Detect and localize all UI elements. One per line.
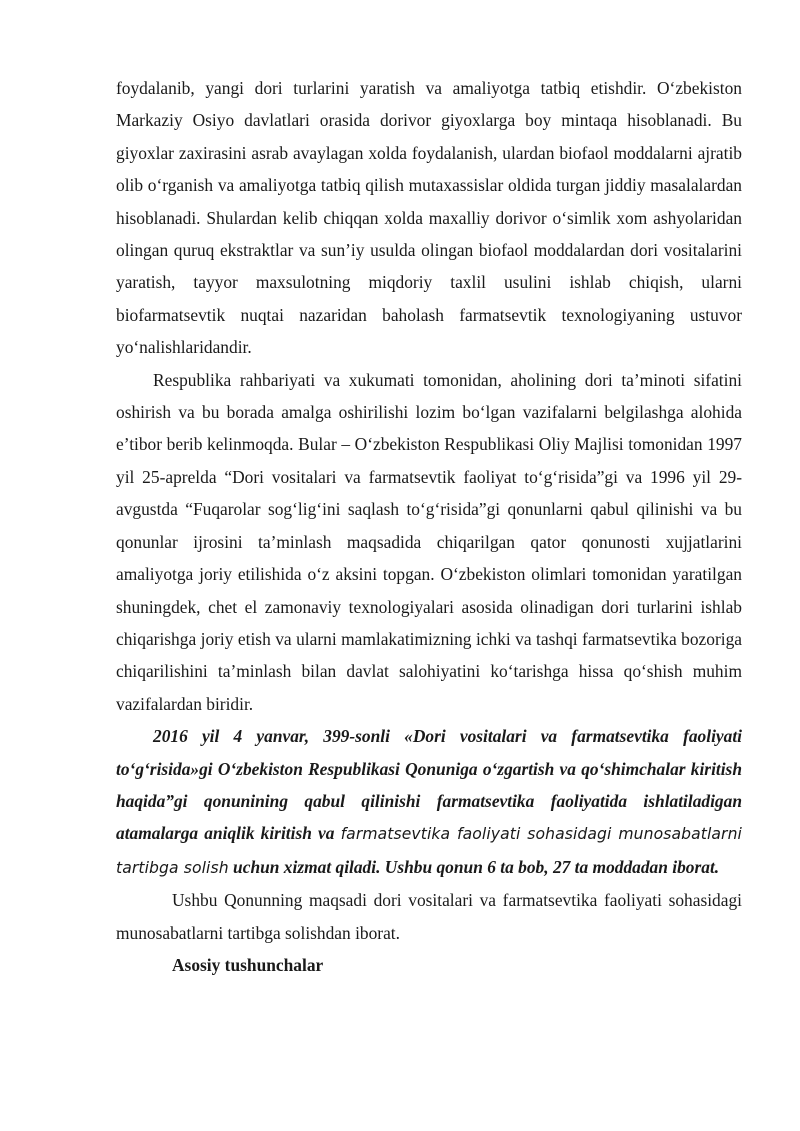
document-page: [116, 72, 742, 981]
paragraph-3-bold-italic-end: uchun xizmat qiladi. Ushbu qonun 6 ta bob, 27 ta moddadan iborat.: [233, 856, 720, 877]
paragraph-3: [116, 720, 742, 884]
section-heading: Asosiy tushunchalar: [172, 954, 324, 975]
paragraph-4: Ushbu Qonunning maqsadi dori vositalari va farmatsevtika faoliyati sohasidagi munosabatlarni tartibga solishdan iborat.: [116, 890, 742, 943]
paragraph-3-bold-italic: 2016 yil 4 yanvar, 399-sonli «Dori vositalari va farmatsevtika faoliyati to‘g‘risida»gi O‘zbekiston Respublikasi Qonuniga o‘zgartish va qo‘shimchalar kiritish haqida”gi qonunining qabul qilinishi farmatsevtika faoliyatida ishlatiladigan atamalarga aniqlik kiritish va: [116, 726, 742, 844]
paragraph-3-italic: farmatsevtika faoliyati sohasidagi munosabatlarni tartibga solish: [116, 825, 742, 877]
paragraph-1: foydalanib, yangi dori turlarini yaratish va amaliyotga tatbiq etishdir. O‘zbekiston Markaziy Osiyo davlatlari orasida dorivor giyoxlarga boy mintaqa hisoblanadi. Bu giyoxlar zaxirasini asrab avaylagan xolda foydalanish, ulardan biofaol moddalarni ajratib olib o‘rganish va amaliyotga tatbiq qilish mutaxassislar oldida turgan jiddiy masalalardan hisoblanadi. Shulardan kelib chiqqan xolda maxalliy dorivor o‘simlik xom ashyolaridan olingan quruq ekstraktlar va sun’iy usulda olingan biofaol moddalardan dori vositalarini yaratish, tayyor maxsulotning miqdoriy taxlil usulini ishlab chiqish, ularni biofarmatsevtik nuqtai nazaridan baholash farmatsevtik texnologiyaning ustuvor yo‘nalishlaridandir.: [116, 78, 742, 358]
paragraph-2: Respublika rahbariyati va xukumati tomonidan, aholining dori ta’minoti sifatini oshirish va bu borada amalga oshirilishi lozim bo‘lgan vazifalarni belgilashga alohida e’tibor berib kelinmoqda. Bular – O‘zbekiston Respublikasi Oliy Majlisi tomonidan 1997 yil 25-aprelda “Dori vositalari va farmatsevtik faoliyat to‘g‘risida”gi va 1996 yil 29-avgustda “Fuqarolar sog‘lig‘ini saqlash to‘g‘risida”gi qonunlarni qabul qilinishi va bu qonunlar ijrosini ta’minlash maqsadida chiqarilgan qator qonunosti xujjatlarini amaliyotga joriy etilishida o‘z aksini topgan. O‘zbekiston olimlari tomonidan yaratilgan shuningdek, chet el zamonaviy texnologiyalari asosida olinadigan dori turlarini ishlab chiqarishga joriy etish va ularni mamlakatimizning ichki va tashqi farmatsevtika bozoriga chiqarilishini ta’minlash bilan davlat salohiyatini ko‘tarishga hissa qo‘shish muhim vazifalardan biridir.: [116, 369, 742, 714]
